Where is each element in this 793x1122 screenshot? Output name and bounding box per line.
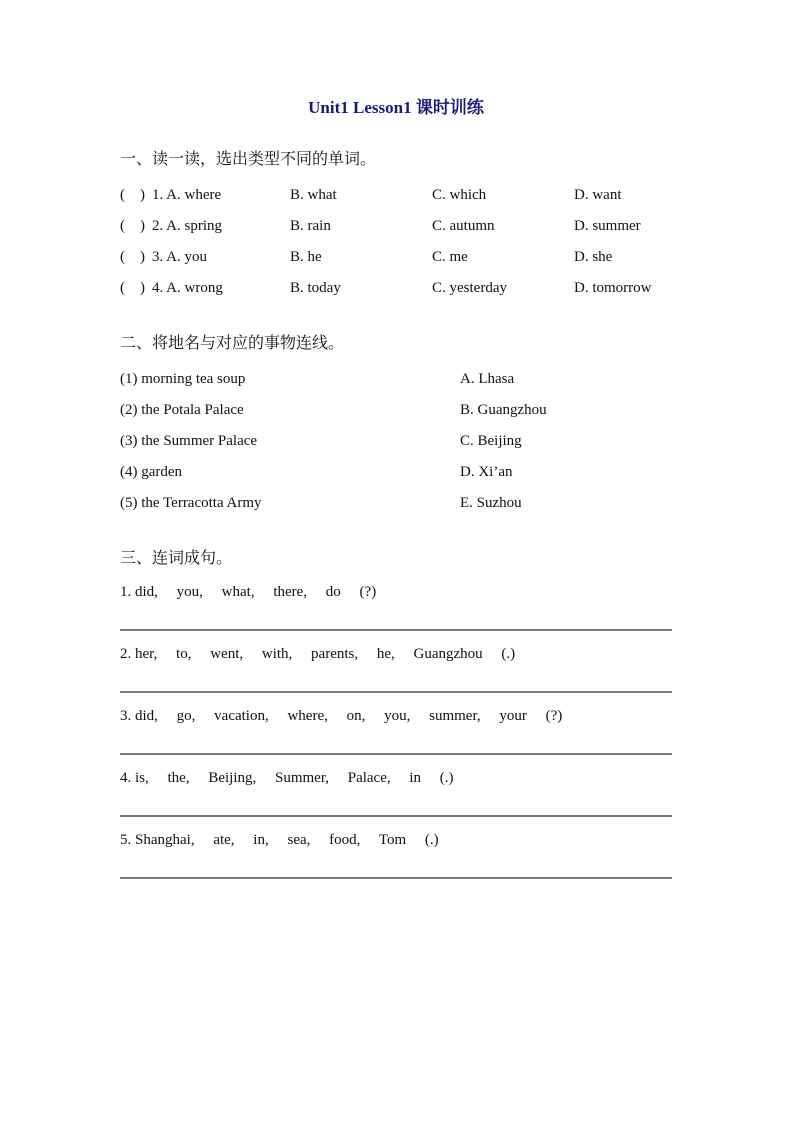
option-b: B. what xyxy=(290,187,337,203)
question-row xyxy=(120,273,672,304)
option-b: B. he xyxy=(290,249,322,265)
section-one-heading: 一、读一读，选出类型不同的单词。 xyxy=(120,151,377,168)
option-a: 4. A. wrong xyxy=(152,280,223,296)
answer-blank-line xyxy=(120,877,672,879)
answer-paren-field: ( ) xyxy=(120,280,145,296)
option-a: 1. A. where xyxy=(152,187,222,203)
question-row xyxy=(120,211,672,242)
sentence-prompt: 4. is, the, Beijing, Summer, Palace, in (.) xyxy=(120,770,454,786)
section-two-heading: 二、将地名与对应的事物连线。 xyxy=(120,335,345,352)
sentence-prompt: 1. did, you, what, there, do (?) xyxy=(120,584,377,600)
match-right-item: C. Beijing xyxy=(460,433,522,449)
option-c: C. me xyxy=(432,249,468,265)
sentence-prompt: 2. her, to, went, with, parents, he, Guangzhou (.) xyxy=(120,646,516,662)
match-right-item: D. Xi’an xyxy=(460,464,513,480)
answer-paren-field: ( ) xyxy=(120,218,145,234)
match-row xyxy=(120,364,672,395)
option-d: D. she xyxy=(574,249,613,265)
match-left-item: (3) the Summer Palace xyxy=(120,433,258,449)
option-c: C. autumn xyxy=(432,218,495,234)
option-b: B. rain xyxy=(290,218,331,234)
answer-blank-line xyxy=(120,629,672,631)
question-row xyxy=(120,242,672,273)
sentence-prompt: 3. did, go, vacation, where, on, you, summer, your (?) xyxy=(120,708,563,724)
multiple-choice-block xyxy=(120,180,672,304)
match-left-item: (5) the Terracotta Army xyxy=(120,495,262,511)
answer-blank-line xyxy=(120,815,672,817)
match-row xyxy=(120,426,672,457)
option-c: C. yesterday xyxy=(432,280,507,296)
question-row xyxy=(120,180,672,211)
matching-block xyxy=(120,364,672,519)
match-left-item: (2) the Potala Palace xyxy=(120,402,244,418)
option-b: B. today xyxy=(290,280,341,296)
option-d: D. summer xyxy=(574,218,641,234)
answer-paren-field: ( ) xyxy=(120,249,145,265)
answer-blank-line xyxy=(120,753,672,755)
match-row xyxy=(120,457,672,488)
option-c: C. which xyxy=(432,187,487,203)
match-row xyxy=(120,488,672,519)
match-right-item: B. Guangzhou xyxy=(460,402,547,418)
section-three-heading: 三、连词成句。 xyxy=(120,550,233,567)
option-d: D. want xyxy=(574,187,622,203)
match-row xyxy=(120,395,672,426)
option-d: D. tomorrow xyxy=(574,280,652,296)
answer-blank-line xyxy=(120,691,672,693)
option-a: 3. A. you xyxy=(152,249,208,265)
match-left-item: (1) morning tea soup xyxy=(120,371,246,387)
sentence-building-block xyxy=(120,579,672,879)
option-a: 2. A. spring xyxy=(152,218,223,234)
match-right-item: A. Lhasa xyxy=(460,371,515,387)
match-left-item: (4) garden xyxy=(120,464,183,480)
page-title: Unit1 Lesson1 课时训练 xyxy=(308,98,484,117)
answer-paren-field: ( ) xyxy=(120,187,145,203)
sentence-prompt: 5. Shanghai, ate, in, sea, food, Tom (.) xyxy=(120,832,439,848)
match-right-item: E. Suzhou xyxy=(460,495,522,511)
